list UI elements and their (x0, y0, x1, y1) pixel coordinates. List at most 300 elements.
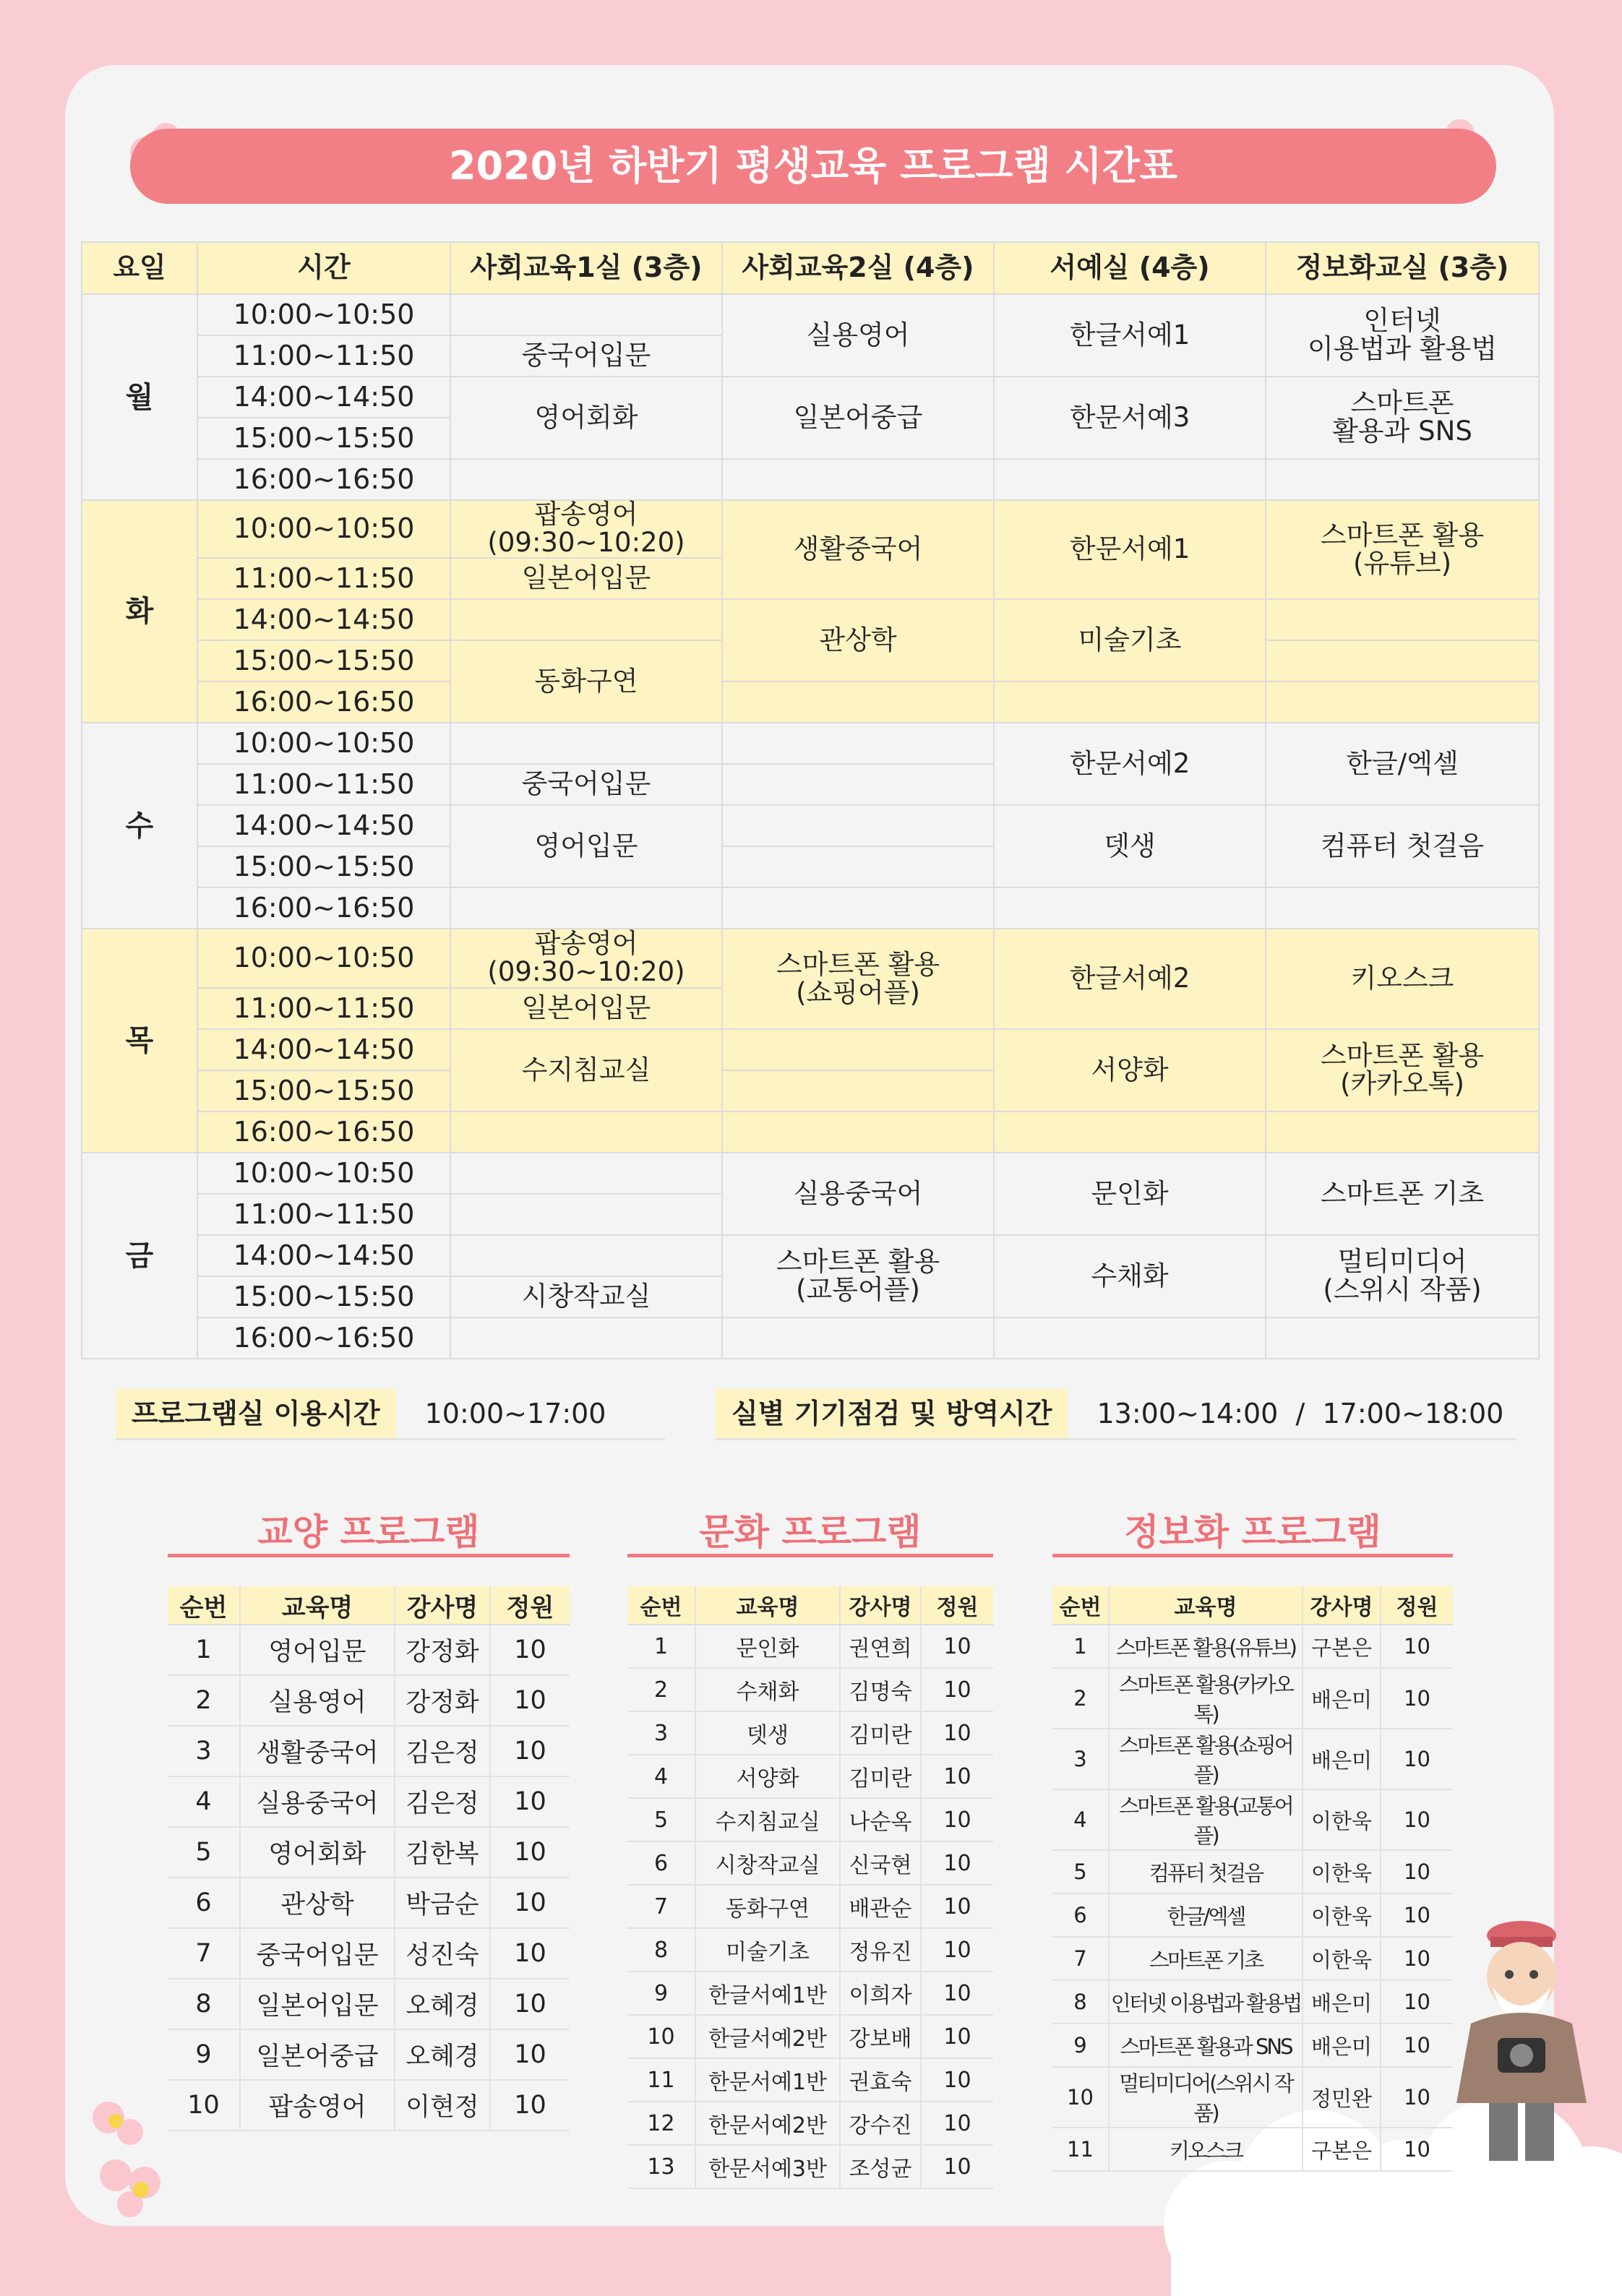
cell-empty (722, 1112, 994, 1153)
capacity: 10 (1381, 1850, 1453, 1893)
capacity: 10 (921, 1885, 993, 1928)
cell-empty (994, 1317, 1266, 1359)
instructor-name: 강정화 (395, 1625, 490, 1675)
row-number: 13 (627, 2145, 695, 2188)
instructor-name: 이현정 (395, 2080, 490, 2131)
cell-empty (1266, 459, 1539, 500)
course-name: 인터넷 이용법과 활용법 (1109, 1980, 1303, 2024)
row-number: 4 (627, 1755, 695, 1798)
column-header: 정원 (490, 1586, 570, 1625)
capacity: 10 (921, 2102, 993, 2145)
table-row (1052, 1668, 1453, 1729)
class-cell: 키오스크 (1266, 929, 1539, 1029)
cell-empty (1266, 887, 1539, 929)
table-row (627, 1798, 993, 1841)
page-title: 2020년 하반기 평생교육 프로그램 시간표 (130, 129, 1496, 204)
table-row (627, 1885, 993, 1928)
instructor-name: 오혜경 (395, 2029, 490, 2080)
time-slot: 10:00~10:50 (197, 500, 450, 558)
capacity: 10 (490, 1928, 570, 1979)
class-cell: 스마트폰 활용 (쇼핑어플) (722, 929, 994, 1029)
table-row (1052, 2128, 1453, 2171)
course-name: 수지침교실 (695, 1798, 840, 1841)
class-cell: 문인화 (994, 1153, 1266, 1235)
cell-empty (1266, 1317, 1539, 1359)
time-slot: 16:00~16:50 (197, 1317, 450, 1359)
capacity: 10 (490, 1726, 570, 1776)
table-row (168, 1928, 570, 1979)
course-name: 한글서예2반 (695, 2015, 840, 2058)
instructor-name: 이한욱 (1303, 1937, 1381, 1980)
cell-empty (722, 1029, 994, 1070)
course-name: 스마트폰 활용(유튜브) (1109, 1625, 1303, 1668)
instructor-name: 나순옥 (840, 1798, 921, 1841)
capacity: 10 (921, 2058, 993, 2102)
cell-empty (722, 764, 994, 805)
time-slot: 10:00~10:50 (197, 294, 450, 335)
row-number: 7 (627, 1885, 695, 1928)
row-number: 7 (1052, 1937, 1109, 1980)
cell-empty (450, 887, 722, 929)
course-name: 시창작교실 (695, 1841, 840, 1885)
capacity: 10 (1381, 1789, 1453, 1850)
cell-empty (722, 1070, 994, 1112)
course-name: 컴퓨터 첫걸음 (1109, 1850, 1303, 1893)
cell-empty (1266, 599, 1539, 640)
course-name: 한문서예2반 (695, 2102, 840, 2145)
instructor-name: 이한욱 (1303, 1850, 1381, 1893)
instructor-name: 구본은 (1303, 2128, 1381, 2171)
row-number: 8 (1052, 1980, 1109, 2024)
table-row (168, 1675, 570, 1726)
class-cell: 컴퓨터 첫걸음 (1266, 805, 1539, 887)
table-row (627, 2145, 993, 2188)
course-name: 팝송영어 (240, 2080, 395, 2131)
class-cell: 일본어입문 (450, 988, 722, 1029)
instructor-name: 박금순 (395, 1878, 490, 1928)
table-row (168, 1979, 570, 2029)
cell-empty (722, 1317, 994, 1359)
instructor-name: 김은정 (395, 1776, 490, 1827)
instructor-name: 배은미 (1303, 1980, 1381, 2024)
row-number: 6 (168, 1878, 240, 1928)
row-number: 3 (168, 1726, 240, 1776)
course-name: 멀티미디어(스위시 작품) (1109, 2067, 1303, 2128)
table-row (168, 1625, 570, 1675)
course-name: 서양화 (695, 1755, 840, 1798)
header-time: 시간 (197, 242, 450, 294)
course-name: 실용중국어 (240, 1776, 395, 1827)
course-name: 스마트폰 기초 (1109, 1937, 1303, 1980)
class-cell: 동화구연 (450, 640, 722, 723)
course-name: 스마트폰 활용(쇼핑어플) (1109, 1729, 1303, 1789)
course-name: 한글서예1반 (695, 1972, 840, 2015)
class-cell: 스마트폰 활용 (교통어플) (722, 1235, 994, 1317)
table-row (1052, 1625, 1453, 1668)
time-slot: 14:00~14:50 (197, 1235, 450, 1276)
column-header: 강사명 (1303, 1586, 1381, 1625)
table-row (627, 2058, 993, 2102)
time-slot: 11:00~11:50 (197, 1194, 450, 1235)
row-number: 6 (627, 1841, 695, 1885)
inspection-hours-value: 13:00~14:00 / 17:00~18:00 (1097, 1398, 1504, 1429)
course-name: 영어입문 (240, 1625, 395, 1675)
table-row (168, 1726, 570, 1776)
table-row (168, 2029, 570, 2080)
instructor-name: 강정화 (395, 1675, 490, 1726)
capacity: 10 (1381, 2024, 1453, 2067)
table-row (1052, 1893, 1453, 1937)
row-number: 12 (627, 2102, 695, 2145)
cell-empty (994, 887, 1266, 929)
instructor-name: 김미란 (840, 1711, 921, 1755)
capacity: 10 (490, 1827, 570, 1878)
column-header: 강사명 (840, 1586, 921, 1625)
time-slot: 15:00~15:50 (197, 418, 450, 459)
day-wed: 수 (82, 723, 197, 929)
time-slot: 11:00~11:50 (197, 988, 450, 1029)
table-row (627, 2102, 993, 2145)
class-cell: 한문서예1 (994, 500, 1266, 599)
capacity: 10 (921, 1711, 993, 1755)
course-name: 한문서예3반 (695, 2145, 840, 2188)
time-slot: 15:00~15:50 (197, 640, 450, 682)
row-number: 9 (627, 1972, 695, 2015)
row-number: 5 (1052, 1850, 1109, 1893)
table-row (627, 1755, 993, 1798)
room-hours (116, 1389, 665, 1440)
inspection-hours-label: 실별 기기점검 및 방역시간 (716, 1389, 1068, 1438)
cell-empty (450, 1153, 722, 1194)
time-slot: 11:00~11:50 (197, 558, 450, 599)
time-slot: 14:00~14:50 (197, 599, 450, 640)
cell-empty (1266, 640, 1539, 682)
column-header: 순번 (168, 1586, 240, 1625)
cell-empty (722, 682, 994, 723)
time-slot: 16:00~16:50 (197, 459, 450, 500)
instructor-name: 배관순 (840, 1885, 921, 1928)
info-prog-table (1052, 1586, 1453, 2172)
column-header: 정원 (1381, 1586, 1453, 1625)
column-header: 강사명 (395, 1586, 490, 1625)
class-cell: 일본어중급 (722, 377, 994, 459)
course-name: 한문서예1반 (695, 2058, 840, 2102)
course-name: 실용영어 (240, 1675, 395, 1726)
course-name: 문인화 (695, 1625, 840, 1668)
capacity: 10 (921, 2145, 993, 2188)
class-cell: 한글서예1 (994, 294, 1266, 377)
cell-empty (1266, 682, 1539, 723)
day-thu: 목 (82, 929, 197, 1153)
class-cell: 생활중국어 (722, 500, 994, 599)
capacity: 10 (921, 1755, 993, 1798)
row-number: 11 (627, 2058, 695, 2102)
class-cell: 수채화 (994, 1235, 1266, 1317)
capacity: 10 (921, 1928, 993, 1972)
header-room2: 사회교육2실 (4층) (722, 242, 994, 294)
time-slot: 14:00~14:50 (197, 377, 450, 418)
class-cell: 인터넷 이용법과 활용법 (1266, 294, 1539, 377)
table-row (1052, 2067, 1453, 2128)
capacity: 10 (921, 1972, 993, 2015)
column-header: 교육명 (240, 1586, 395, 1625)
inspection-hours (716, 1389, 1516, 1440)
row-number: 5 (168, 1827, 240, 1878)
instructor-name: 김한복 (395, 1827, 490, 1878)
instructor-name: 강수진 (840, 2102, 921, 2145)
row-number: 3 (627, 1711, 695, 1755)
instructor-name: 김은정 (395, 1726, 490, 1776)
table-row (627, 1972, 993, 2015)
course-name: 동화구연 (695, 1885, 840, 1928)
cell-empty (450, 599, 722, 640)
column-header: 순번 (1052, 1586, 1109, 1625)
capacity: 10 (490, 2029, 570, 2080)
capacity: 10 (490, 1878, 570, 1928)
class-cell: 스마트폰 활용 (유튜브) (1266, 500, 1539, 599)
cell-empty (994, 1112, 1266, 1153)
row-number: 10 (1052, 2067, 1109, 2128)
capacity: 10 (921, 1625, 993, 1668)
cell-empty (722, 805, 994, 846)
instructor-name: 정민완 (1303, 2067, 1381, 2128)
column-header: 정원 (921, 1586, 993, 1625)
capacity: 10 (490, 1625, 570, 1675)
instructor-name: 강보배 (840, 2015, 921, 2058)
header-calligraphy: 서예실 (4층) (994, 242, 1266, 294)
row-number: 10 (168, 2080, 240, 2131)
capacity: 10 (1381, 1625, 1453, 1668)
capacity: 10 (490, 1776, 570, 1827)
row-number: 9 (1052, 2024, 1109, 2067)
instructor-name: 신국현 (840, 1841, 921, 1885)
instructor-name: 배은미 (1303, 1729, 1381, 1789)
cell-empty (450, 1194, 722, 1235)
capacity: 10 (1381, 1937, 1453, 1980)
class-cell: 중국어입문 (450, 335, 722, 377)
row-number: 3 (1052, 1729, 1109, 1789)
table-row (627, 1711, 993, 1755)
time-slot: 10:00~10:50 (197, 1153, 450, 1194)
instructor-name: 구본은 (1303, 1625, 1381, 1668)
class-cell: 한문서예3 (994, 377, 1266, 459)
day-tue: 화 (82, 500, 197, 723)
time-slot: 16:00~16:50 (197, 1112, 450, 1153)
title-underline (168, 1554, 570, 1557)
room-hours-value: 10:00~17:00 (424, 1398, 606, 1429)
column-header: 순번 (627, 1586, 695, 1625)
row-number: 1 (168, 1625, 240, 1675)
class-cell: 수지침교실 (450, 1029, 722, 1112)
grandpa-camera-illustration-icon (1438, 1908, 1605, 2168)
culture-edu-title: 교양 프로그램 (257, 1511, 480, 1553)
course-name: 생활중국어 (240, 1726, 395, 1776)
instructor-name: 조성균 (840, 2145, 921, 2188)
course-name: 스마트폰 활용과 SNS (1109, 2024, 1303, 2067)
class-cell: 팝송영어 (09:30~10:20) (450, 929, 722, 988)
course-name: 미술기초 (695, 1928, 840, 1972)
class-cell: 뎃생 (994, 805, 1266, 887)
instructor-name: 정유진 (840, 1928, 921, 1972)
class-cell: 스마트폰 활용 (카카오톡) (1266, 1029, 1539, 1112)
time-slot: 14:00~14:50 (197, 805, 450, 846)
day-mon: 월 (82, 294, 197, 500)
class-cell: 한글서예2 (994, 929, 1266, 1029)
row-number: 2 (627, 1668, 695, 1711)
table-row (1052, 2024, 1453, 2067)
time-slot: 10:00~10:50 (197, 723, 450, 764)
cell-empty (450, 459, 722, 500)
instructor-name: 배은미 (1303, 1668, 1381, 1729)
table-row (627, 1625, 993, 1668)
cell-empty (450, 1112, 722, 1153)
row-number: 8 (168, 1979, 240, 2029)
cell-empty (722, 887, 994, 929)
info-prog-title: 정보화 프로그램 (1124, 1511, 1381, 1553)
course-name: 수채화 (695, 1668, 840, 1711)
class-cell: 한문서예2 (994, 723, 1266, 805)
table-row (168, 1878, 570, 1928)
row-number: 2 (1052, 1668, 1109, 1729)
row-number: 7 (168, 1928, 240, 1979)
course-name: 일본어입문 (240, 1979, 395, 2029)
table-row (1052, 1850, 1453, 1893)
table-row (627, 1668, 993, 1711)
course-name: 영어회화 (240, 1827, 395, 1878)
time-slot: 11:00~11:50 (197, 335, 450, 377)
header-computer-room: 정보화교실 (3층) (1266, 242, 1539, 294)
course-name: 관상학 (240, 1878, 395, 1928)
cell-empty (722, 459, 994, 500)
instructor-name: 김명숙 (840, 1668, 921, 1711)
capacity: 10 (490, 2080, 570, 2131)
row-number: 11 (1052, 2128, 1109, 2171)
time-slot: 16:00~16:50 (197, 887, 450, 929)
table-row (1052, 1789, 1453, 1850)
instructor-name: 권효숙 (840, 2058, 921, 2102)
instructor-name: 성진숙 (395, 1928, 490, 1979)
instructor-name: 이희자 (840, 1972, 921, 2015)
row-number: 6 (1052, 1893, 1109, 1937)
class-cell: 스마트폰 활용과 SNS (1266, 377, 1539, 459)
time-slot: 15:00~15:50 (197, 1070, 450, 1112)
cell-empty (1266, 1112, 1539, 1153)
class-cell: 멀티미디어 (스위시 작품) (1266, 1235, 1539, 1317)
capacity: 10 (921, 1668, 993, 1711)
time-slot: 11:00~11:50 (197, 764, 450, 805)
row-number: 5 (627, 1798, 695, 1841)
title-underline (627, 1554, 993, 1557)
course-name: 키오스크 (1109, 2128, 1303, 2171)
instructor-name: 권연희 (840, 1625, 921, 1668)
table-row (168, 1776, 570, 1827)
culture-edu-table (168, 1586, 570, 2131)
capacity: 10 (1381, 1668, 1453, 1729)
capacity: 10 (1381, 2128, 1453, 2171)
row-number: 1 (627, 1625, 695, 1668)
class-cell: 일본어입문 (450, 558, 722, 599)
capacity: 10 (490, 1979, 570, 2029)
table-row (627, 1841, 993, 1885)
cell-empty (450, 1235, 722, 1276)
course-name: 한글/엑셀 (1109, 1893, 1303, 1937)
column-header: 교육명 (1109, 1586, 1303, 1625)
row-number: 2 (168, 1675, 240, 1726)
instructor-name: 이한욱 (1303, 1789, 1381, 1850)
table-row (168, 2080, 570, 2131)
culture-art-table (627, 1586, 993, 2189)
class-cell: 서양화 (994, 1029, 1266, 1112)
weekly-timetable (81, 241, 1540, 1359)
class-cell: 미술기초 (994, 599, 1266, 682)
class-cell: 실용중국어 (722, 1153, 994, 1235)
row-number: 9 (168, 2029, 240, 2080)
day-fri: 금 (82, 1153, 197, 1359)
capacity: 10 (490, 1675, 570, 1726)
row-number: 4 (1052, 1789, 1109, 1850)
capacity: 10 (1381, 1893, 1453, 1937)
cell-empty (450, 723, 722, 764)
time-slot: 16:00~16:50 (197, 682, 450, 723)
time-slot: 10:00~10:50 (197, 929, 450, 988)
row-number: 10 (627, 2015, 695, 2058)
class-cell: 관상학 (722, 599, 994, 682)
instructor-name: 배은미 (1303, 2024, 1381, 2067)
cell-empty (722, 846, 994, 887)
cell-empty (994, 459, 1266, 500)
capacity: 10 (1381, 1729, 1453, 1789)
time-slot: 15:00~15:50 (197, 846, 450, 887)
capacity: 10 (921, 1841, 993, 1885)
class-cell: 영어입문 (450, 805, 722, 887)
header-room1: 사회교육1실 (3층) (450, 242, 722, 294)
table-row (627, 2015, 993, 2058)
course-name: 스마트폰 활용(카카오톡) (1109, 1668, 1303, 1729)
table-row (1052, 1729, 1453, 1789)
table-row (1052, 1937, 1453, 1980)
class-cell: 한글/엑셀 (1266, 723, 1539, 805)
cell-empty (994, 682, 1266, 723)
culture-art-title: 문화 프로그램 (699, 1511, 922, 1553)
class-cell: 영어회화 (450, 377, 722, 459)
column-header: 교육명 (695, 1586, 840, 1625)
row-number: 8 (627, 1928, 695, 1972)
row-number: 4 (168, 1776, 240, 1827)
header-day: 요일 (82, 242, 197, 294)
table-row (168, 1827, 570, 1878)
cell-empty (450, 1317, 722, 1359)
row-number: 1 (1052, 1625, 1109, 1668)
course-name: 중국어입문 (240, 1928, 395, 1979)
time-slot: 14:00~14:50 (197, 1029, 450, 1070)
capacity: 10 (921, 2015, 993, 2058)
capacity: 10 (921, 1798, 993, 1841)
cell-empty (722, 723, 994, 764)
course-name: 일본어중급 (240, 2029, 395, 2080)
cell-empty (450, 294, 722, 335)
instructor-name: 이한욱 (1303, 1893, 1381, 1937)
time-slot: 15:00~15:50 (197, 1276, 450, 1317)
capacity: 10 (1381, 2067, 1453, 2128)
class-cell: 실용영어 (722, 294, 994, 377)
room-hours-label: 프로그램실 이용시간 (116, 1389, 396, 1438)
class-cell: 팝송영어 (09:30~10:20) (450, 500, 722, 558)
instructor-name: 김미란 (840, 1755, 921, 1798)
course-name: 뎃생 (695, 1711, 840, 1755)
course-name: 스마트폰 활용(교통어플) (1109, 1789, 1303, 1850)
table-row (1052, 1980, 1453, 2024)
title-underline (1052, 1554, 1453, 1557)
